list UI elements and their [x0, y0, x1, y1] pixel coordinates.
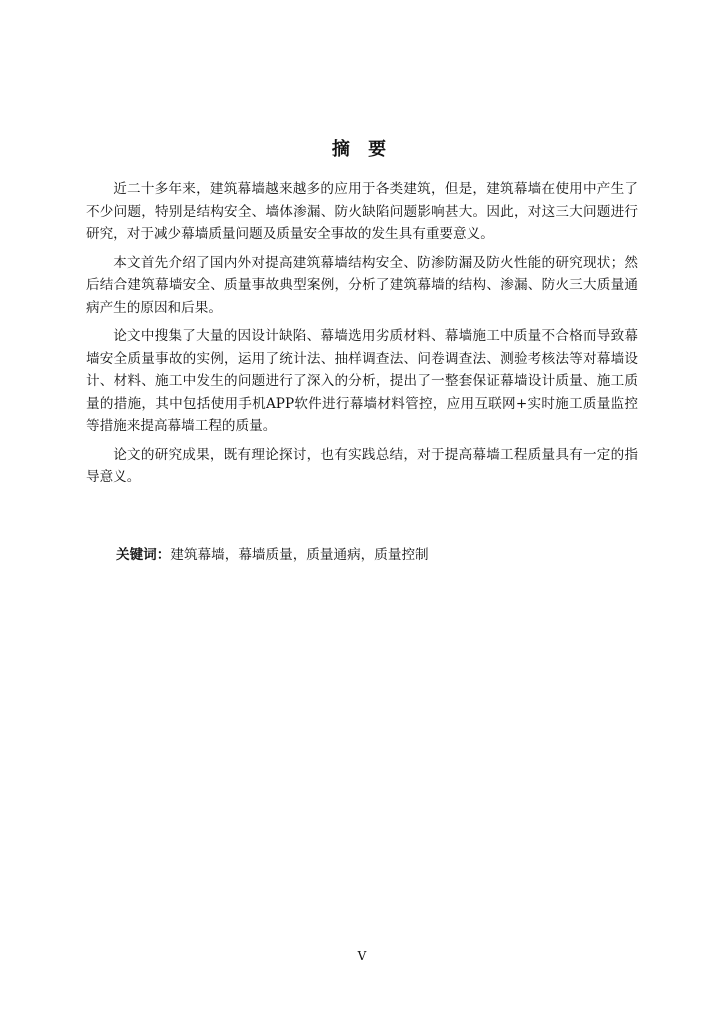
keywords-label: 关键词：	[116, 547, 171, 563]
abstract-paragraph-4: 论文的研究成果，既有理论探讨，也有实践总结，对于提高幕墙工程质量具有一定的指导意义。	[86, 446, 638, 485]
abstract-body	[86, 178, 638, 495]
keywords-line	[116, 544, 636, 566]
abstract-paragraph-2: 本文首先介绍了国内外对提高建筑幕墙结构安全、防渗防漏及防火性能的研究现状；然后结合建筑幕墙安全、质量事故典型案例，分析了建筑幕墙的结构、渗漏、防火三大质量通病产生的原因和后果。	[86, 254, 638, 316]
page-title: 摘 要	[331, 139, 393, 160]
page-number: V	[357, 949, 367, 963]
keywords-list: 建筑幕墙，幕墙质量，质量通病，质量控制	[170, 547, 429, 563]
abstract-paragraph-1: 近二十多年来，建筑幕墙越来越多的应用于各类建筑，但是，建筑幕墙在使用中产生了不少问题，特别是结构安全、墙体渗漏、防火缺陷问题影响甚大。因此，对这三大问题进行研究，对于减少幕墙质量问题及质量安全事故的发生具有重要意义。	[86, 181, 638, 242]
abstract-paragraph-3: 论文中搜集了大量的因设计缺陷、幕墙选用劣质材料、幕墙施工中质量不合格而导致幕墙安全质量事故的实例，运用了统计法、抽样调查法、问卷调查法、测验考核法等对幕墙设计、材料、施工中发生的问题进行了深入的分析，提出了一整套保证幕墙设计质量、施工质量的措施，其中包括使用手机APP软件进行幕墙材料管控，应用互联网+实时施工质量监控等措施来提高幕墙工程的质量。	[86, 328, 638, 434]
